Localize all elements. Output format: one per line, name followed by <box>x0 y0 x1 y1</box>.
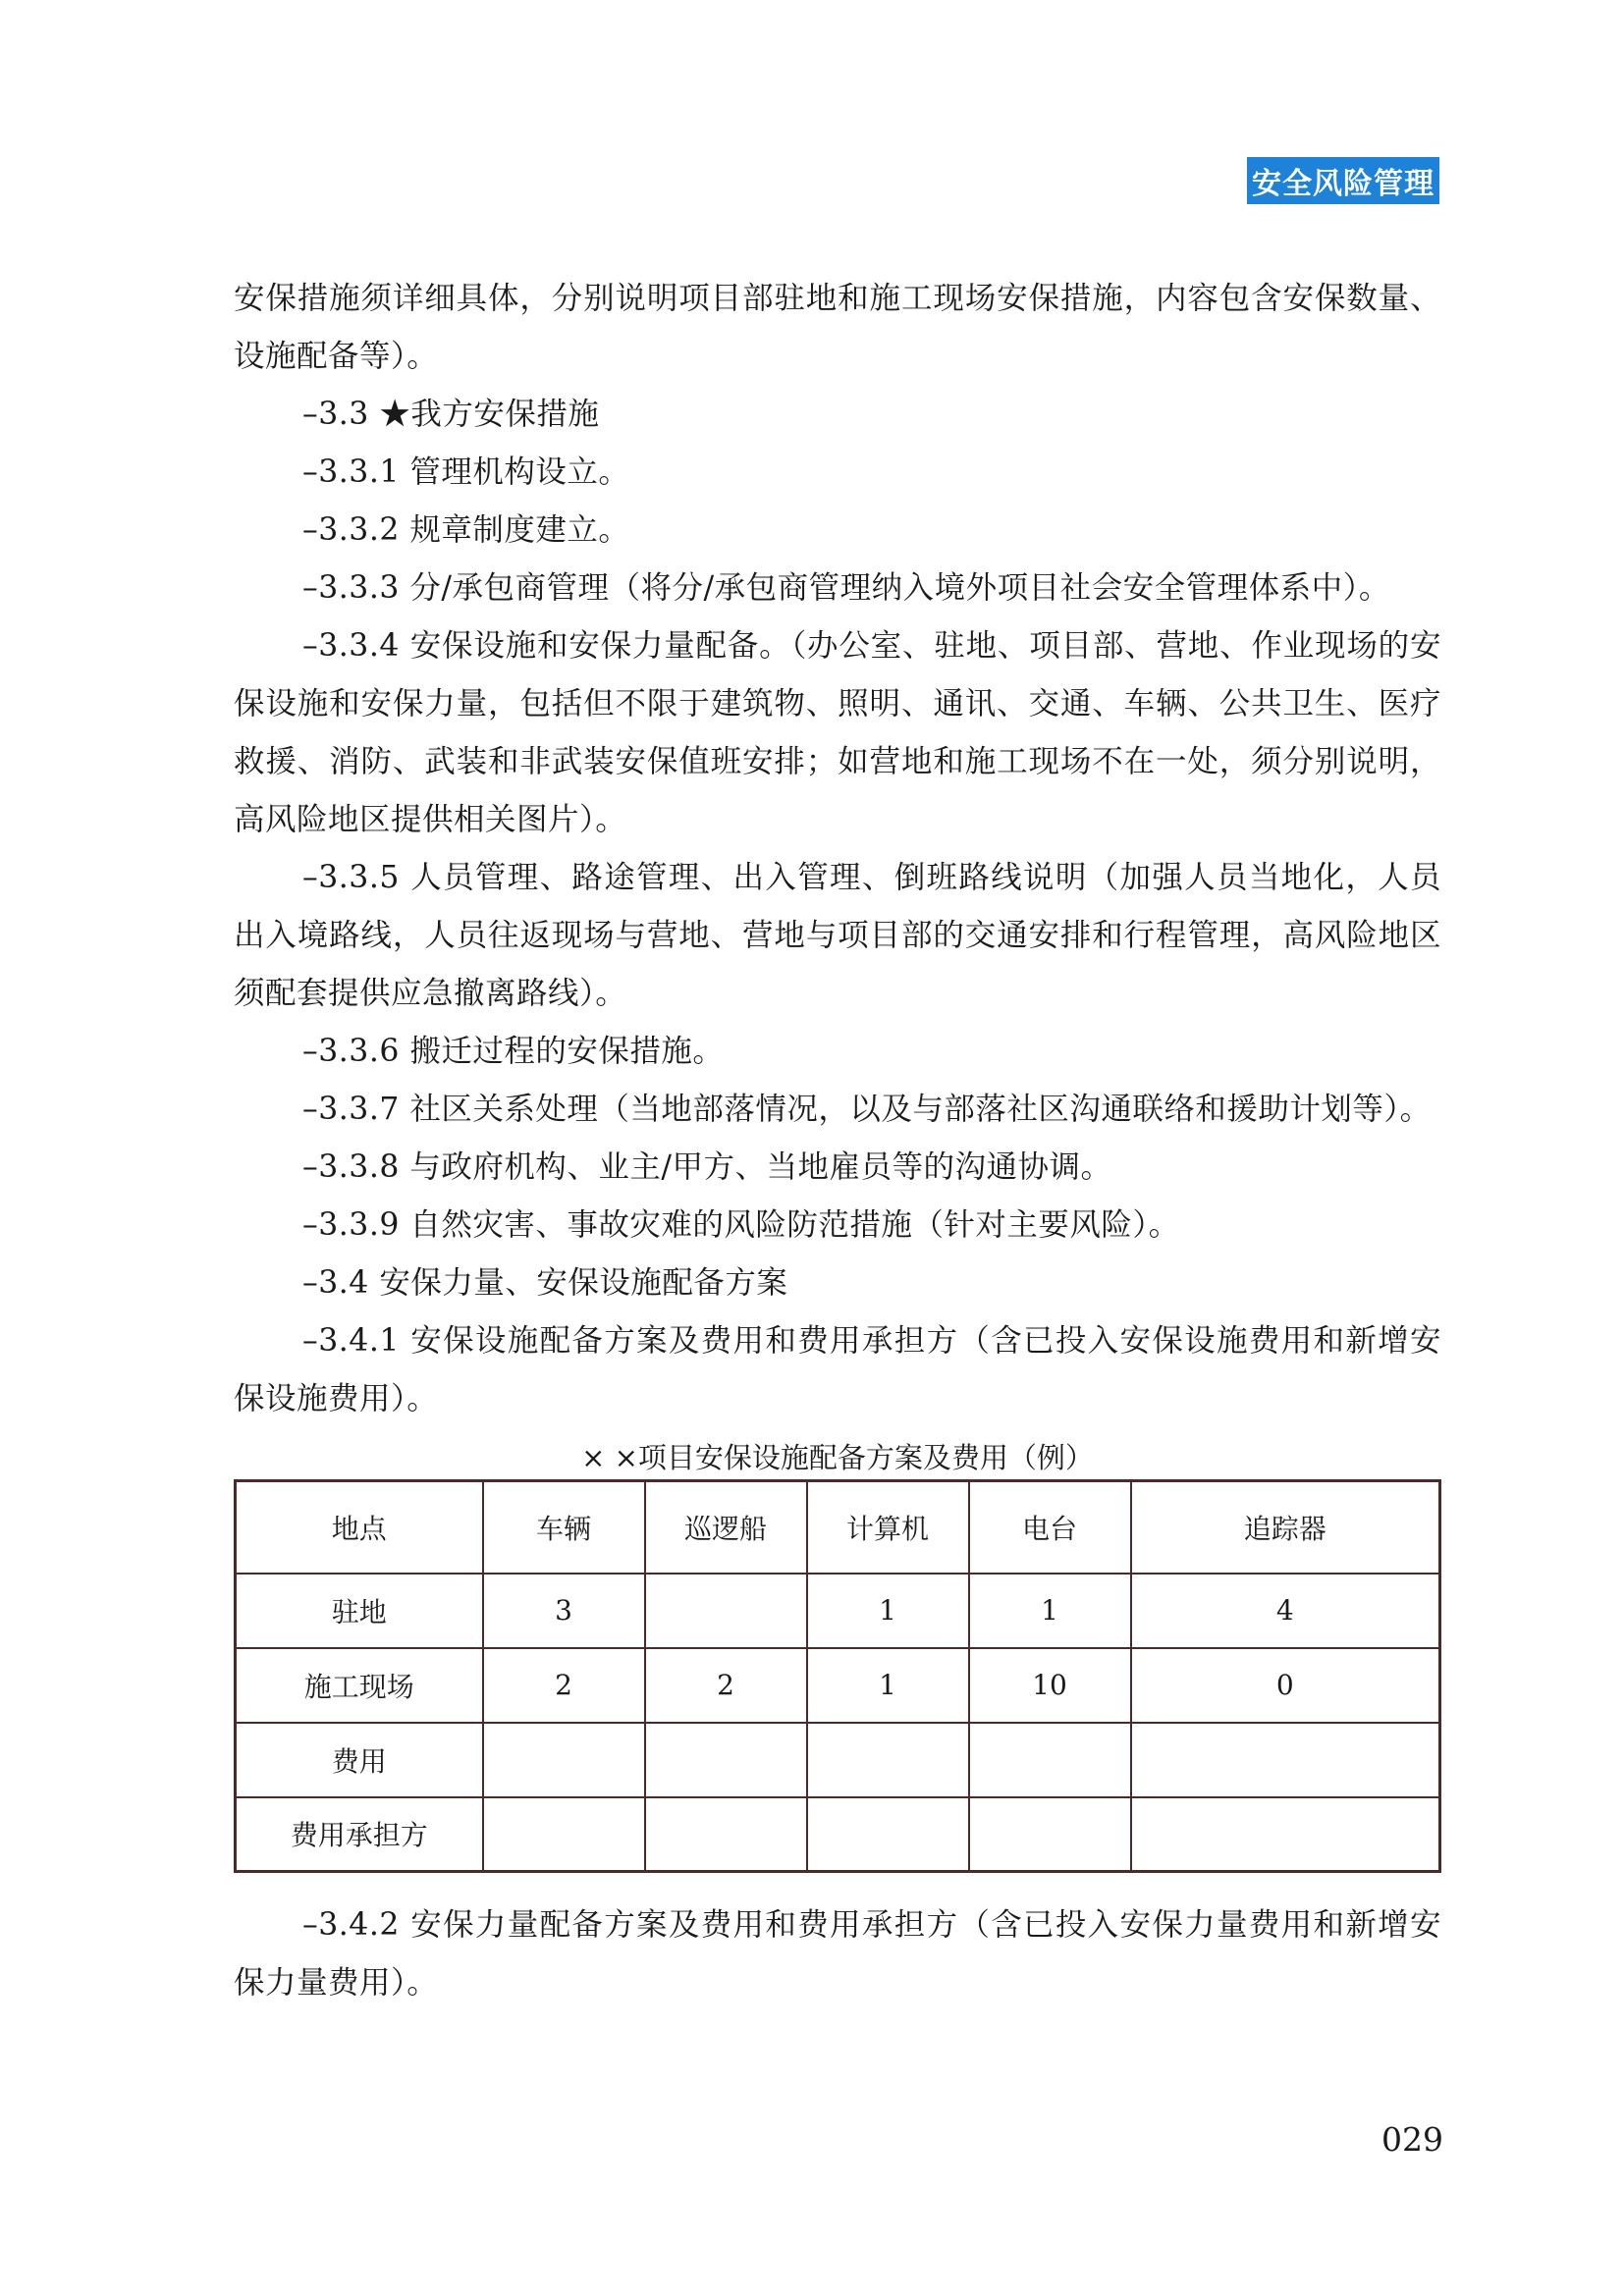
paragraph: –3.3.6 搬迁过程的安保措施。 <box>302 1034 725 1069</box>
table-cell <box>483 1797 645 1872</box>
table-cell: 4 <box>1131 1574 1440 1648</box>
table-cell <box>807 1797 969 1872</box>
table-cell: 0 <box>1131 1648 1440 1723</box>
paragraph: –3.4.1 安保设施配备方案及费用和费用承担方（含已投入安保设施费用和新增安保设施费用）。 <box>234 1323 1441 1416</box>
table-cell: 费用 <box>236 1723 483 1797</box>
paragraph: –3.3.2 规章制度建立。 <box>302 512 630 548</box>
table-row <box>236 1723 1440 1797</box>
table-cell: 2 <box>645 1648 807 1723</box>
table-cell: 1 <box>807 1648 969 1723</box>
section-tag: 安全风险管理 <box>1247 157 1439 204</box>
paragraph: –3.4.2 安保力量配备方案及费用和费用承担方（含已投入安保力量费用和新增安保力量费用）。 <box>234 1907 1441 2001</box>
paragraph: 安保措施须详细具体，分别说明项目部驻地和施工现场安保措施，内容包含安保数量、设施配备等）。 <box>234 281 1441 374</box>
table-cell <box>483 1723 645 1797</box>
body-text-bottom <box>234 1896 1441 2012</box>
table-cell <box>969 1797 1131 1872</box>
table-header-cell: 巡逻船 <box>645 1481 807 1574</box>
table-caption: × ×项目安保设施配备方案及费用（例） <box>581 1441 1094 1474</box>
paragraph: –3.3.9 自然灾害、事故灾难的风险防范措施（针对主要风险）。 <box>302 1207 1180 1243</box>
table-cell <box>645 1723 807 1797</box>
paragraph: –3.3.7 社区关系处理（当地部落情况，以及与部落社区沟通联络和援助计划等）。 <box>302 1092 1432 1127</box>
table-cell <box>645 1574 807 1648</box>
paragraph: –3.3.4 安保设施和安保力量配备。（办公室、驻地、项目部、营地、作业现场的安保设施和安保力量，包括但不限于建筑物、照明、通讯、交通、车辆、公共卫生、医疗救援、消防、武装和非武装安保值班安排；如营地和施工现场不在一处，须分别说明，高风险地区提供相关图片）。 <box>234 628 1441 837</box>
page-content <box>234 270 1441 2012</box>
table-row <box>236 1574 1440 1648</box>
table-cell <box>1131 1723 1440 1797</box>
table-cell: 费用承担方 <box>236 1797 483 1872</box>
table-cell <box>645 1797 807 1872</box>
table-cell: 施工现场 <box>236 1648 483 1723</box>
table-cell: 驻地 <box>236 1574 483 1648</box>
table-cell: 1 <box>969 1574 1131 1648</box>
table-cell: 10 <box>969 1648 1131 1723</box>
body-text-top <box>234 270 1441 1428</box>
paragraph: –3.4 安保力量、安保设施配备方案 <box>302 1265 788 1301</box>
table-header-cell: 计算机 <box>807 1481 969 1574</box>
paragraph: –3.3.1 管理机构设立。 <box>302 454 630 490</box>
table-cell: 2 <box>483 1648 645 1723</box>
table-cell <box>969 1723 1131 1797</box>
table-row <box>236 1797 1440 1872</box>
paragraph: –3.3.8 与政府机构、业主/甲方、当地雇员等的沟通协调。 <box>302 1149 1112 1185</box>
table-header-cell: 车辆 <box>483 1481 645 1574</box>
table-header-cell: 地点 <box>236 1481 483 1574</box>
table-cell <box>1131 1797 1440 1872</box>
paragraph: –3.3.5 人员管理、路途管理、出入管理、倒班路线说明（加强人员当地化，人员出入境路线，人员往返现场与营地、营地与项目部的交通安排和行程管理，高风险地区须配套提供应急撤离路线）。 <box>234 860 1441 1011</box>
table-header-cell: 电台 <box>969 1481 1131 1574</box>
facility-table <box>234 1479 1441 1873</box>
table-header-row <box>236 1481 1440 1574</box>
table-cell <box>807 1723 969 1797</box>
table-header-cell: 追踪器 <box>1131 1481 1440 1574</box>
paragraph: –3.3.3 分/承包商管理（将分/承包商管理纳入境外项目社会安全管理体系中）。 <box>302 570 1390 606</box>
table-row <box>236 1648 1440 1723</box>
table-cell: 3 <box>483 1574 645 1648</box>
page-number: 029 <box>1381 2120 1443 2159</box>
paragraph: –3.3 ★我方安保措施 <box>302 397 600 432</box>
table-cell: 1 <box>807 1574 969 1648</box>
